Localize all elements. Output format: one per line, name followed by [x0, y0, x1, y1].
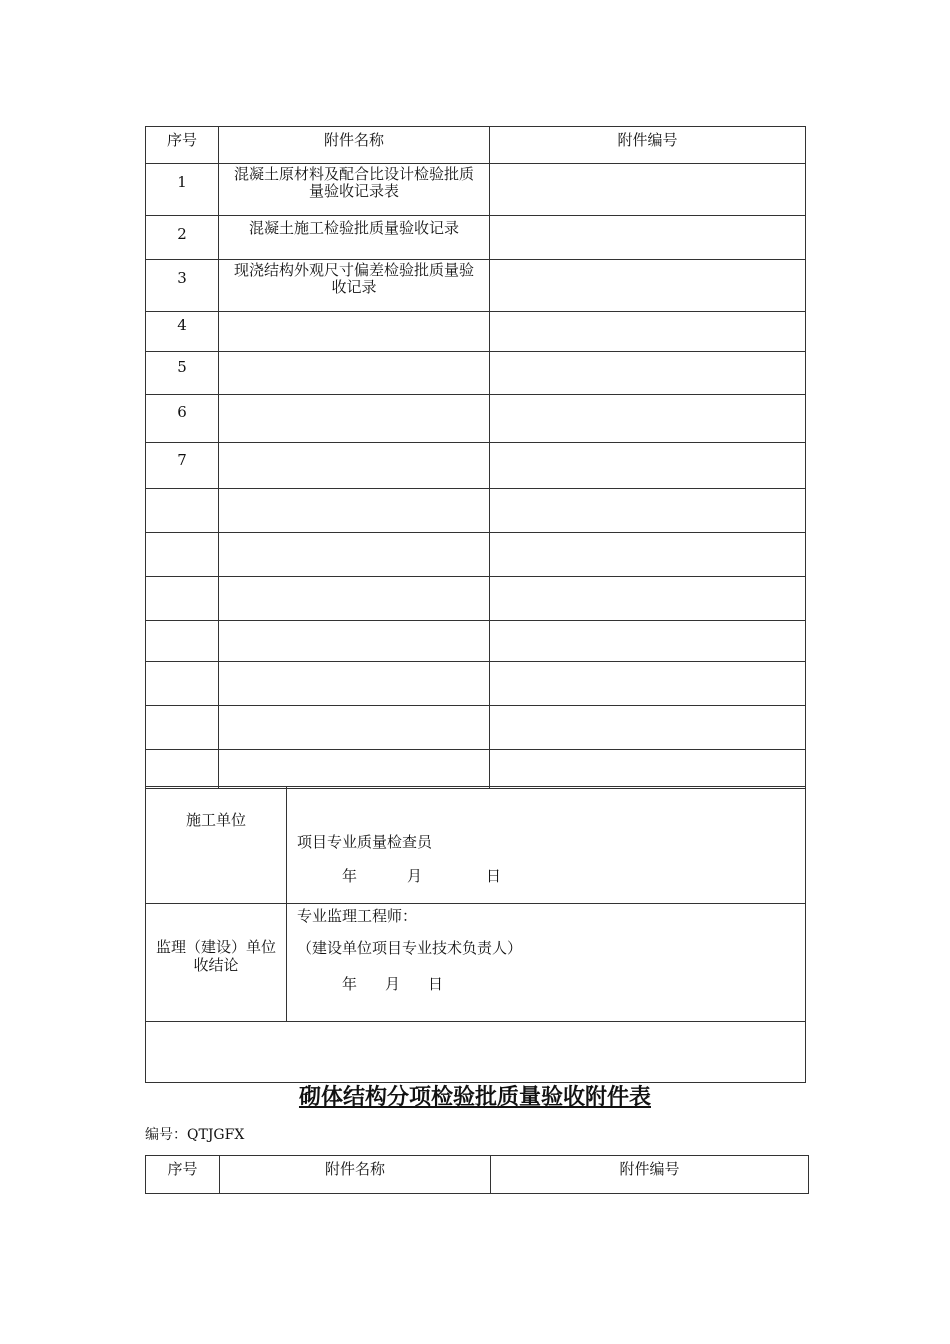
row-name: 混凝土原材料及配合比设计检验批质量验收记录表 [219, 164, 490, 216]
row-code [490, 260, 806, 312]
row-code [490, 312, 806, 352]
row-num: 3 [146, 260, 219, 312]
table-header-row [146, 1156, 809, 1194]
row-num [146, 750, 219, 789]
table-row [146, 577, 806, 621]
section-title: 砌体结构分项检验批质量验收附件表 [298, 1084, 651, 1110]
row-name [219, 577, 490, 621]
construction-unit-label: 施工单位 [146, 787, 287, 904]
row-num: 1 [146, 164, 219, 216]
row-name [219, 395, 490, 443]
inspector-label: 项目专业质量检查员 [297, 833, 433, 851]
row-num: 4 [146, 312, 219, 352]
row-code [490, 164, 806, 216]
table-row [146, 164, 806, 216]
table-row [146, 662, 806, 706]
row-name: 现浇结构外观尺寸偏差检验批质量验收记录 [219, 260, 490, 312]
table-row [146, 395, 806, 443]
header-seq: 序号 [146, 1156, 220, 1194]
row-code [490, 621, 806, 662]
construction-row [146, 787, 806, 904]
supervision-day: 日 [428, 975, 444, 993]
row-num [146, 489, 219, 533]
attachment-table-2 [145, 1155, 809, 1194]
row-num [146, 706, 219, 750]
supervision-month: 月 [385, 975, 401, 993]
supervision-unit-label: 监理（建设）单位收结论 [146, 904, 287, 1022]
header-attachment-code: 附件编号 [490, 127, 806, 164]
supervision-sign-area [287, 904, 806, 1022]
construction-year: 年 [342, 867, 358, 885]
row-num [146, 621, 219, 662]
owner-tech-lead-label: （建设单位项目专业技术负责人） [297, 939, 523, 957]
row-num: 2 [146, 216, 219, 260]
row-name [219, 489, 490, 533]
table-row [146, 489, 806, 533]
row-name [219, 750, 490, 789]
header-attachment-code: 附件编号 [491, 1156, 809, 1194]
row-num: 7 [146, 443, 219, 489]
document-code: 编号：QTJGFX [145, 1127, 245, 1143]
row-code [490, 443, 806, 489]
row-num [146, 533, 219, 577]
row-name [219, 706, 490, 750]
row-code [490, 352, 806, 395]
row-name [219, 312, 490, 352]
row-code [490, 750, 806, 789]
row-num [146, 577, 219, 621]
table-row [146, 260, 806, 312]
supervision-row [146, 904, 806, 1022]
construction-sign-area [287, 787, 806, 904]
construction-month: 月 [407, 867, 423, 885]
header-attachment-name: 附件名称 [219, 127, 490, 164]
sign-off-table [145, 786, 806, 1083]
supervision-year: 年 [342, 975, 358, 993]
supervising-engineer-label: 专业监理工程师： [297, 907, 418, 925]
header-attachment-name: 附件名称 [220, 1156, 491, 1194]
table-row [146, 216, 806, 260]
header-seq: 序号 [146, 127, 219, 164]
table-row [146, 706, 806, 750]
row-name [219, 352, 490, 395]
table-header-row [146, 127, 806, 164]
blank-cell [146, 1022, 806, 1083]
table-row [146, 312, 806, 352]
row-num: 5 [146, 352, 219, 395]
construction-day: 日 [486, 867, 502, 885]
row-code [490, 395, 806, 443]
row-code [490, 489, 806, 533]
row-code [490, 577, 806, 621]
blank-row [146, 1022, 806, 1083]
row-name [219, 662, 490, 706]
table-row [146, 750, 806, 789]
construction-date-line [297, 859, 805, 893]
row-name: 混凝土施工检验批质量验收记录 [219, 216, 490, 260]
row-code [490, 662, 806, 706]
table-row [146, 533, 806, 577]
row-num: 6 [146, 395, 219, 443]
row-name [219, 443, 490, 489]
supervision-date-line [297, 968, 805, 1000]
row-name [219, 621, 490, 662]
attachment-table [145, 126, 806, 789]
table-row [146, 352, 806, 395]
table-row [146, 443, 806, 489]
row-name [219, 533, 490, 577]
row-num [146, 662, 219, 706]
row-code [490, 216, 806, 260]
table-row [146, 621, 806, 662]
row-code [490, 533, 806, 577]
row-code [490, 706, 806, 750]
